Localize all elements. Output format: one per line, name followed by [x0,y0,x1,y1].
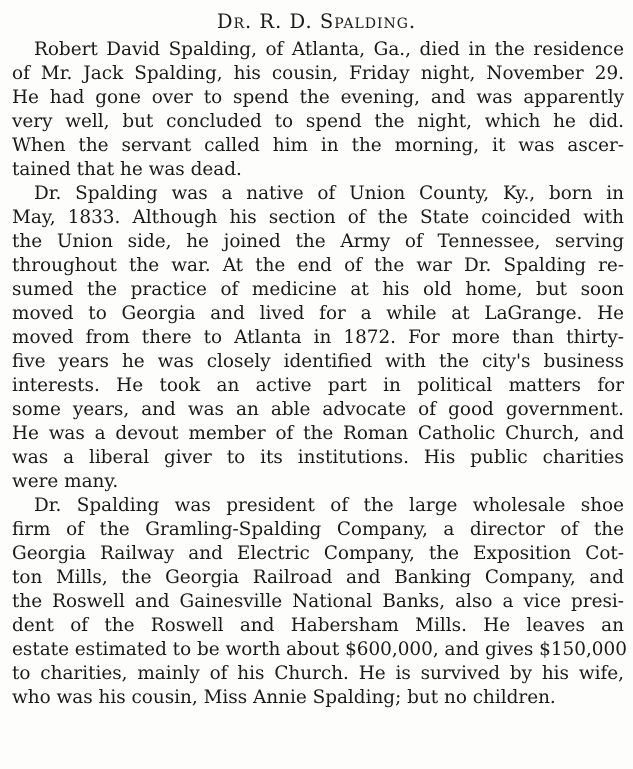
paragraph-3-line-1: Dr. Spalding was president of the large wholesale shoe [34,495,624,516]
paragraph-1-line-4: very well, but concluded to spend the night, which he did. [12,111,624,132]
paragraph-2-line-10: some years, and was an able advocate of good government. [12,399,624,420]
paragraph-2-line-9: interests. He took an active part in political matters for [12,375,624,396]
paragraph-2-line-13: were many. [12,471,119,492]
paragraph-1-line-3: He had gone over to spend the evening, and was apparently [12,87,624,108]
paragraph-2-line-6: moved to Georgia and lived for a while at LaGrange. He [12,303,624,324]
paragraph-1-line-2: of Mr. Jack Spalding, his cousin, Friday night, November 29. [12,63,624,84]
paragraph-3-line-7: estate estimated to be worth about $600,000, and gives $150,000 [12,639,627,660]
paragraph-3-line-4: ton Mills, the Georgia Railroad and Banking Company, and [12,567,624,588]
paragraph-2-line-2: May, 1833. Although his section of the State coincided with [12,207,624,228]
paragraph-2-line-3: the Union side, he joined the Army of Tennessee, serving [12,231,624,252]
paragraph-2-line-5: sumed the practice of medicine at his old home, but soon [12,279,624,300]
paragraph-3-line-8: to charities, mainly of his Church. He is survived by his wife, [12,663,624,684]
paragraph-2-line-8: five years he was closely identified with the city's business [12,351,624,372]
paragraph-2-line-1: Dr. Spalding was a native of Union County, Ky., born in [34,183,624,204]
paragraph-3-line-3: Georgia Railway and Electric Company, the Exposition Cot- [12,543,624,564]
paragraph-2-line-12: was a liberal giver to its institutions. His public charities [12,447,624,468]
paragraph-2-line-7: moved from there to Atlanta in 1872. For more than thirty- [12,327,624,348]
paragraph-3-line-2: firm of the Gramling-Spalding Company, a director of the [12,519,624,540]
paragraph-3-line-5: the Roswell and Gainesville National Banks, also a vice presi- [12,591,624,612]
paragraph-1-line-1: Robert David Spalding, of Atlanta, Ga., died in the residence [34,39,624,60]
paragraph-2-line-4: throughout the war. At the end of the war Dr. Spalding re- [12,255,624,276]
paragraph-3-line-6: dent of the Roswell and Habersham Mills. He leaves an [12,615,624,636]
paragraph-1-line-5: When the servant called him in the morning, it was ascer- [12,135,624,156]
paragraph-3-line-9: who was his cousin, Miss Annie Spalding; but no children. [12,687,556,708]
paragraph-2-line-11: He was a devout member of the Roman Catholic Church, and [12,423,624,444]
paragraph-1-line-6: tained that he was dead. [12,159,242,180]
article-title: Dr. R. D. Spalding. [216,10,417,33]
